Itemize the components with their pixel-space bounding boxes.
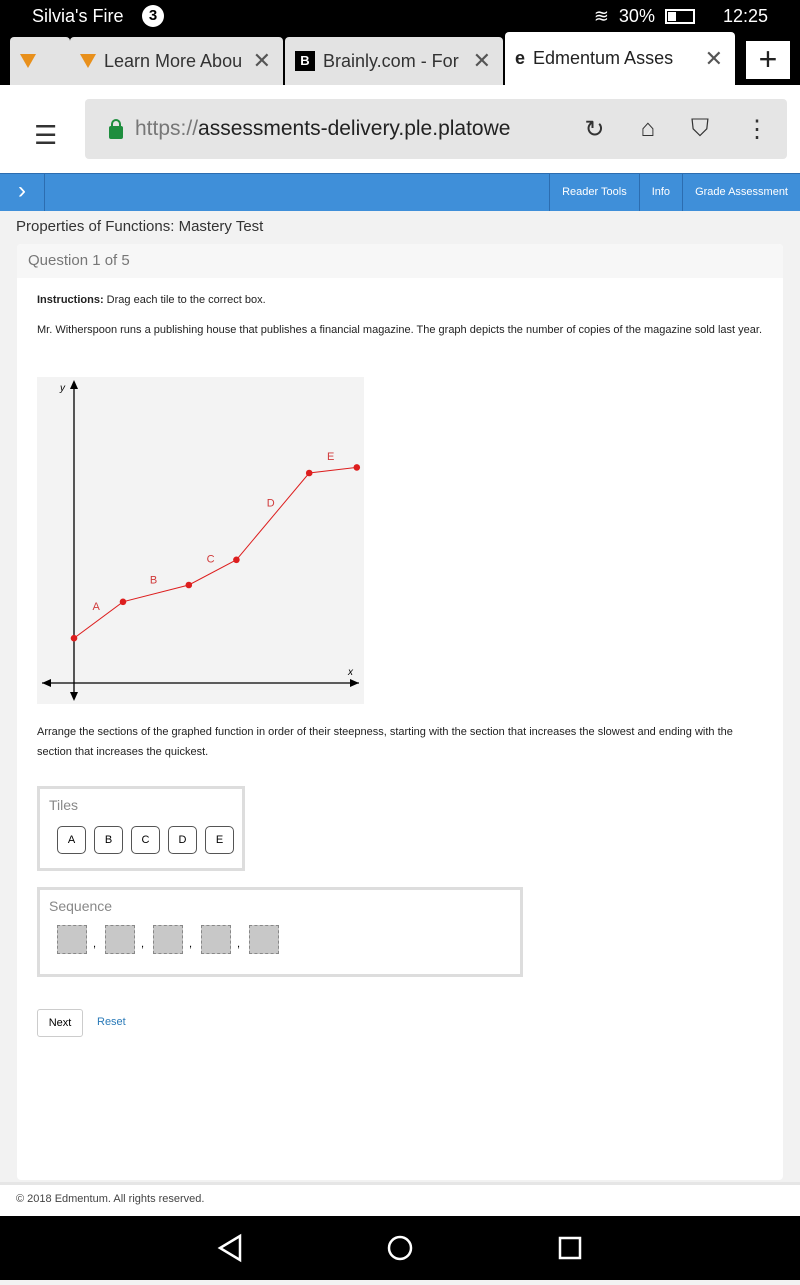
question-prompt: Mr. Witherspoon runs a publishing house that publishes a financial magazine. The graph depicts the number of copies of the magazine sold last year. — [37, 324, 763, 336]
home-nav-icon[interactable] — [389, 1237, 411, 1259]
bookmark-icon[interactable]: ⛉ — [691, 114, 709, 142]
y-axis-label: y — [60, 383, 65, 394]
system-nav-bar — [0, 1216, 800, 1280]
sequence-slot-1[interactable] — [57, 925, 87, 954]
sequence-slot-4[interactable] — [201, 925, 231, 954]
clock: 12:25 — [722, 6, 768, 26]
battery-icon — [665, 9, 695, 24]
assessment-nav — [0, 173, 800, 211]
edmentum-favicon-icon: e — [515, 48, 526, 68]
tab-learn-more[interactable] — [70, 37, 283, 85]
tile-c[interactable]: C — [131, 826, 160, 854]
url-protocol: https:// — [135, 117, 199, 140]
data-point — [120, 599, 127, 606]
instructions-label: Instructions: — [37, 294, 104, 306]
close-tab-icon[interactable]: ✕ — [252, 48, 271, 73]
sequence-label: Sequence — [49, 898, 113, 914]
tab-favicon-icon — [80, 54, 96, 68]
separator: , — [237, 938, 241, 950]
segment-label-b: B — [149, 574, 158, 587]
data-point — [71, 635, 78, 642]
grade-assessment-link[interactable]: Grade Assessment — [682, 174, 800, 211]
recents-icon[interactable] — [560, 1238, 580, 1258]
question-header — [17, 244, 783, 278]
data-point — [306, 470, 313, 477]
sequence-slot-5[interactable] — [249, 925, 279, 954]
function-line — [74, 467, 357, 638]
separator: , — [141, 938, 145, 950]
chart-svg — [37, 377, 364, 704]
tile-b[interactable]: B — [94, 826, 123, 854]
sequence-box — [37, 887, 523, 977]
tab-brainly[interactable] — [285, 37, 503, 85]
question-number: Question 1 of 5 — [28, 252, 130, 269]
lock-icon — [109, 126, 123, 139]
function-graph — [37, 377, 364, 704]
tile-e[interactable]: E — [205, 826, 234, 854]
segment-label-c: C — [206, 553, 215, 566]
tab-label: Brainly.com - For — [323, 50, 459, 71]
reader-tools-link[interactable]: Reader Tools — [549, 174, 639, 211]
data-point — [186, 582, 193, 589]
battery-percent: 30% — [618, 6, 655, 26]
more-options-icon[interactable]: ⋮ — [745, 115, 769, 143]
data-point — [233, 557, 240, 564]
tile-a[interactable]: A — [57, 826, 86, 854]
notification-badge: 3 — [142, 5, 164, 27]
y-axis-arrow-down — [70, 692, 78, 701]
segment-label-e: E — [327, 451, 335, 464]
task-text: Arrange the sections of the graphed function in order of their steepness, starting with the section that increases the slowest and ending with the section that increases the quickest. — [37, 726, 733, 758]
page-title: Properties of Functions: Mastery Test — [16, 218, 264, 235]
separator: , — [189, 938, 193, 950]
segment-label-d: D — [266, 497, 275, 510]
tiles-box — [37, 786, 245, 871]
tab-favicon-icon — [20, 54, 36, 68]
segment-label-a: A — [92, 601, 100, 613]
tiles-label: Tiles — [49, 797, 79, 813]
info-link[interactable]: Info — [639, 174, 682, 211]
status-bar — [0, 0, 800, 32]
tile-d[interactable]: D — [168, 826, 197, 854]
x-axis-label: x — [348, 667, 353, 678]
separator: , — [93, 938, 97, 950]
address-toolbar — [0, 85, 800, 173]
sequence-slot-2[interactable] — [105, 925, 135, 954]
url-host: assessments-delivery.ple.platowe — [198, 117, 511, 140]
question-card — [17, 244, 783, 1180]
data-point — [354, 464, 361, 471]
url-field[interactable] — [85, 99, 787, 159]
wifi-icon: ≋ — [593, 6, 609, 26]
tab-label: Edmentum Asses — [533, 48, 674, 68]
close-tab-icon[interactable]: ✕ — [704, 45, 723, 71]
tab-edmentum[interactable] — [505, 32, 735, 85]
tab-label: Learn More Abou — [104, 50, 243, 71]
menu-icon[interactable]: ☰ — [34, 120, 58, 150]
x-axis-arrow-left — [42, 679, 51, 687]
reload-icon[interactable]: ↻ — [584, 115, 605, 143]
x-axis-arrow-right — [350, 679, 359, 687]
new-tab-button[interactable]: + — [746, 41, 790, 79]
footer: © 2018 Edmentum. All rights reserved. — [0, 1182, 800, 1216]
instructions-text: Drag each tile to the correct box. — [103, 294, 266, 306]
instructions — [37, 290, 767, 310]
next-button[interactable]: Next — [37, 1009, 83, 1037]
tab-stack[interactable] — [10, 37, 70, 85]
close-tab-icon[interactable]: ✕ — [472, 48, 491, 73]
sequence-slot-3[interactable] — [153, 925, 183, 954]
back-icon[interactable] — [220, 1236, 240, 1260]
tab-strip — [0, 32, 800, 85]
y-axis-arrow-up — [70, 380, 78, 389]
brainly-favicon-icon: B — [295, 51, 315, 71]
reset-link[interactable]: Reset — [97, 1016, 126, 1028]
expand-sidebar-button[interactable]: › — [0, 174, 45, 211]
home-icon[interactable]: ⌂ — [640, 114, 655, 142]
device-name: Silvia's Fire — [32, 6, 124, 26]
